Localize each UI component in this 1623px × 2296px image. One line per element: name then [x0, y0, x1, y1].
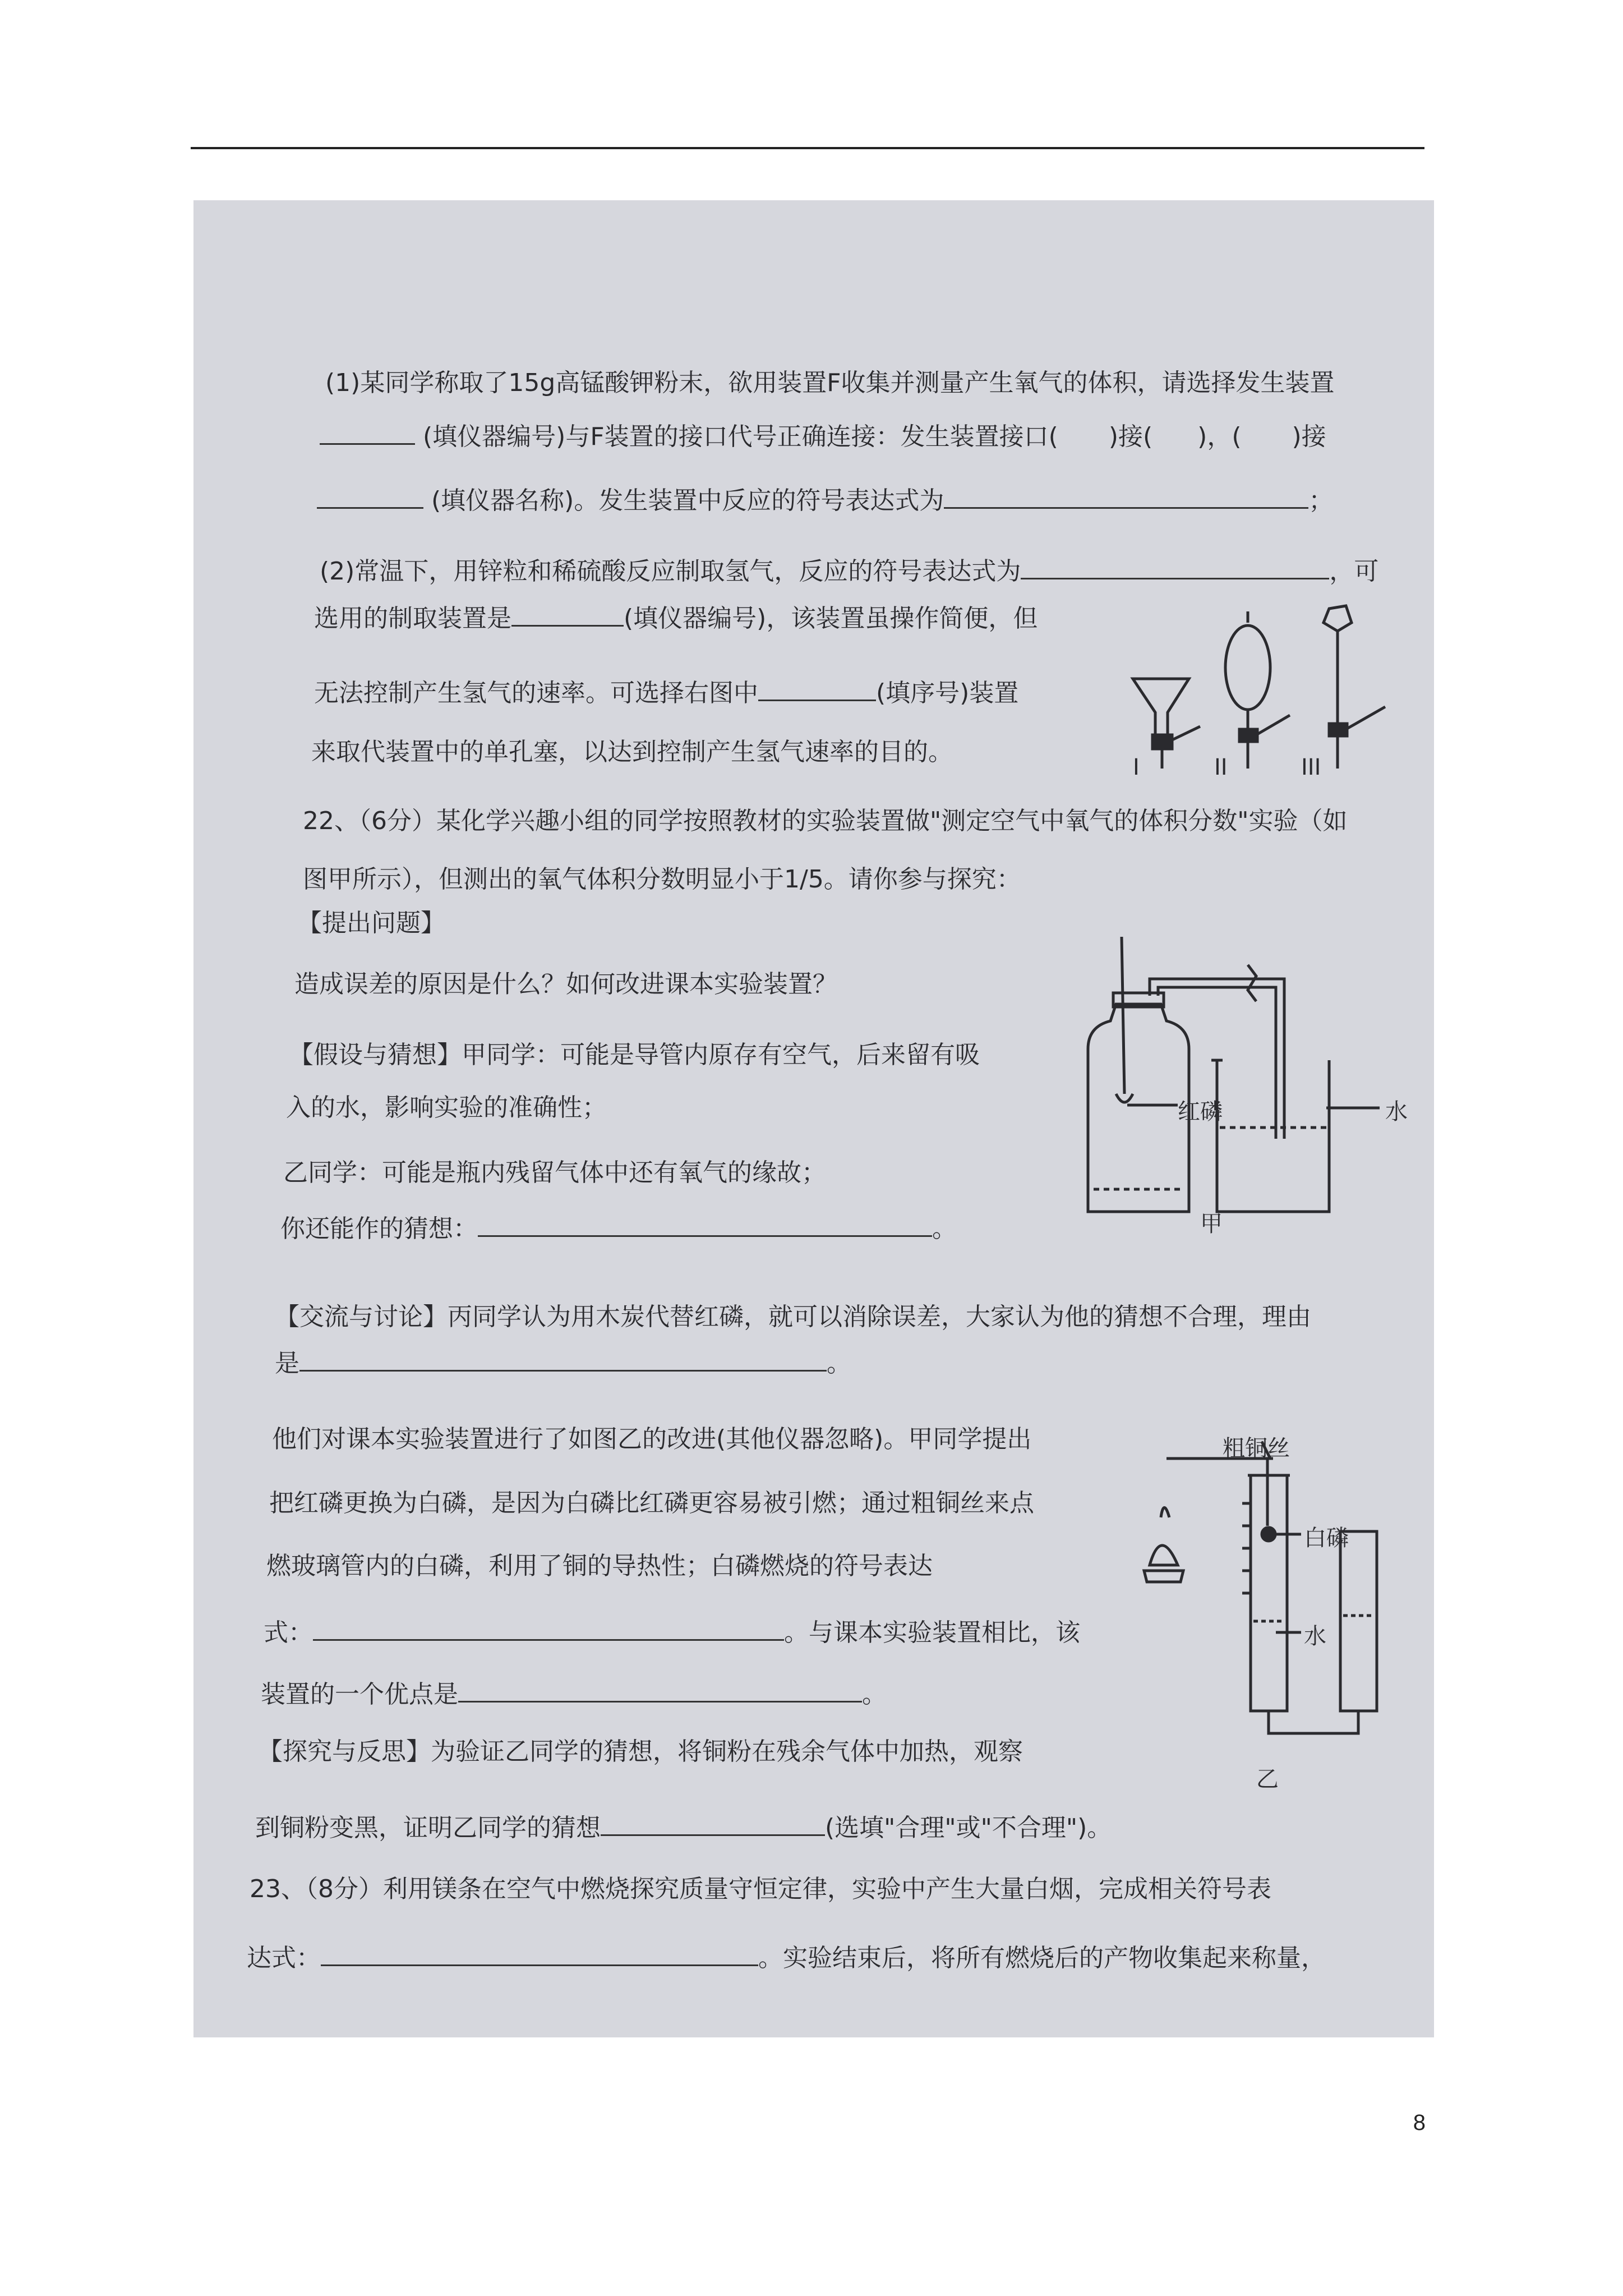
- q21-part2-line3: 无法控制产生氢气的速率。可选择右图中 (填序号)装置: [314, 676, 1018, 709]
- q22-heading-question: 【提出问题】: [297, 909, 445, 937]
- answer-blank[interactable]: [313, 1616, 784, 1641]
- q22-hypothesis-line2: 入的水，影响实验的准确性；: [286, 1093, 607, 1122]
- q22-hypothesis-line3: 乙同学：可能是瓶内残留气体中还有氧气的缘故；: [283, 1158, 826, 1187]
- jia-water-label: 水: [1385, 1099, 1408, 1125]
- q22-guess-line: 你还能作的猜想： 。: [280, 1212, 957, 1245]
- q22-improve-line3: 燃玻璃管内的白磷，利用了铜的导热性；白磷燃烧的符号表达: [266, 1552, 933, 1580]
- yi-copper-wire-label: 粗铜丝: [1223, 1435, 1290, 1461]
- q22-improve-line4: 式： 。与课本实验装置相比，该: [264, 1616, 1080, 1649]
- q21-part2-line4: 来取代装置中的单孔塞，以达到控制产生氢气速率的目的。: [311, 738, 953, 766]
- q21-part1-line1: (1)某同学称取了15g高锰酸钾粉末，欲用装置F收集并测量产生氧气的体积，请选择发生装置: [325, 369, 1335, 397]
- answer-blank[interactable]: [944, 484, 1308, 509]
- q22-improve-line2: 把红磷更换为白磷，是因为白磷比红磷更容易被引燃；通过粗铜丝来点: [269, 1489, 1034, 1517]
- q21-part2-line1: (2)常温下，用锌粒和稀硫酸反应制取氢气，反应的符号表达式为 ，可: [320, 554, 1378, 587]
- q21-part2-line2: 选用的制取装置是 (填仪器编号)，该装置虽操作简便，但: [314, 601, 1038, 634]
- answer-blank[interactable]: [478, 1212, 932, 1237]
- q22-discussion-line2: 是 。: [275, 1346, 851, 1379]
- q23-line2: 达式： 。实验结束后，将所有燃烧后的产物收集起来称量，: [247, 1941, 1326, 1974]
- q22-hypothesis-line1: 【假设与猜想】甲同学：可能是导管内原存有空气，后来留有吸: [289, 1041, 980, 1069]
- yi-white-phosphorus-label: 白磷: [1304, 1525, 1349, 1551]
- q22-discussion-line1: 【交流与讨论】丙同学认为用木炭代替红磷，就可以消除误差，大家认为他的猜想不合理，理由: [275, 1303, 1311, 1331]
- answer-blank[interactable]: [299, 1346, 827, 1372]
- funnel-label-3: III: [1301, 754, 1321, 780]
- figure-yi-caption: 乙: [1256, 1766, 1279, 1792]
- q22-improve-line1: 他们对课本实验装置进行了如图乙的改进(其他仪器忽略)。甲同学提出: [272, 1425, 1032, 1453]
- figure-yi-apparatus: [1138, 1436, 1402, 1750]
- answer-blank[interactable]: [601, 1811, 825, 1836]
- q22-question: 造成误差的原因是什么？如何改进课本实验装置？: [294, 970, 837, 999]
- answer-blank[interactable]: [458, 1677, 862, 1703]
- q22-reflect-line2: 到铜粉变黑，证明乙同学的猜想 (选填"合理"或"不合理")。: [255, 1811, 1112, 1844]
- yi-water-label: 水: [1304, 1623, 1326, 1649]
- page-number: 8: [1413, 2110, 1426, 2135]
- funnel-label-1: I: [1133, 754, 1140, 780]
- jia-red-phosphorus-label: 红磷: [1178, 1099, 1223, 1125]
- answer-blank[interactable]: [320, 420, 415, 445]
- q22-improve-line5: 装置的一个优点是 。: [261, 1677, 887, 1710]
- q21-part1-line3: (填仪器名称)。发生装置中反应的符号表达式为 ；: [317, 484, 1333, 517]
- answer-blank[interactable]: [321, 1941, 758, 1966]
- answer-blank[interactable]: [758, 676, 876, 701]
- q22-intro-line1: 22、（6分）某化学兴趣小组的同学按照教材的实验装置做"测定空气中氧气的体积分数"实验（如: [303, 807, 1348, 835]
- funnel-apparatus-figure: [1122, 600, 1413, 785]
- q22-intro-line2: 图甲所示），但测出的氧气体积分数明显小于1/5。请你参与探究：: [303, 865, 1021, 894]
- figure-jia-apparatus: [1077, 926, 1391, 1228]
- answer-blank[interactable]: [1021, 554, 1329, 579]
- answer-blank[interactable]: [511, 601, 624, 627]
- header-rule: [191, 147, 1424, 149]
- funnel-label-2: II: [1214, 754, 1228, 780]
- q23-line1: 23、（8分）利用镁条在空气中燃烧探究质量守恒定律，实验中产生大量白烟，完成相关符号表: [250, 1875, 1271, 1903]
- answer-blank[interactable]: [317, 484, 423, 509]
- q22-reflect-line1: 【探究与反思】为验证乙同学的猜想，将铜粉在残余气体中加热，观察: [258, 1737, 1023, 1766]
- figure-jia-caption: 甲: [1200, 1211, 1223, 1237]
- q21-part1-line2: (填仪器编号)与F装置的接口代号正确连接：发生装置接口( )接( )，( )接: [320, 420, 1326, 453]
